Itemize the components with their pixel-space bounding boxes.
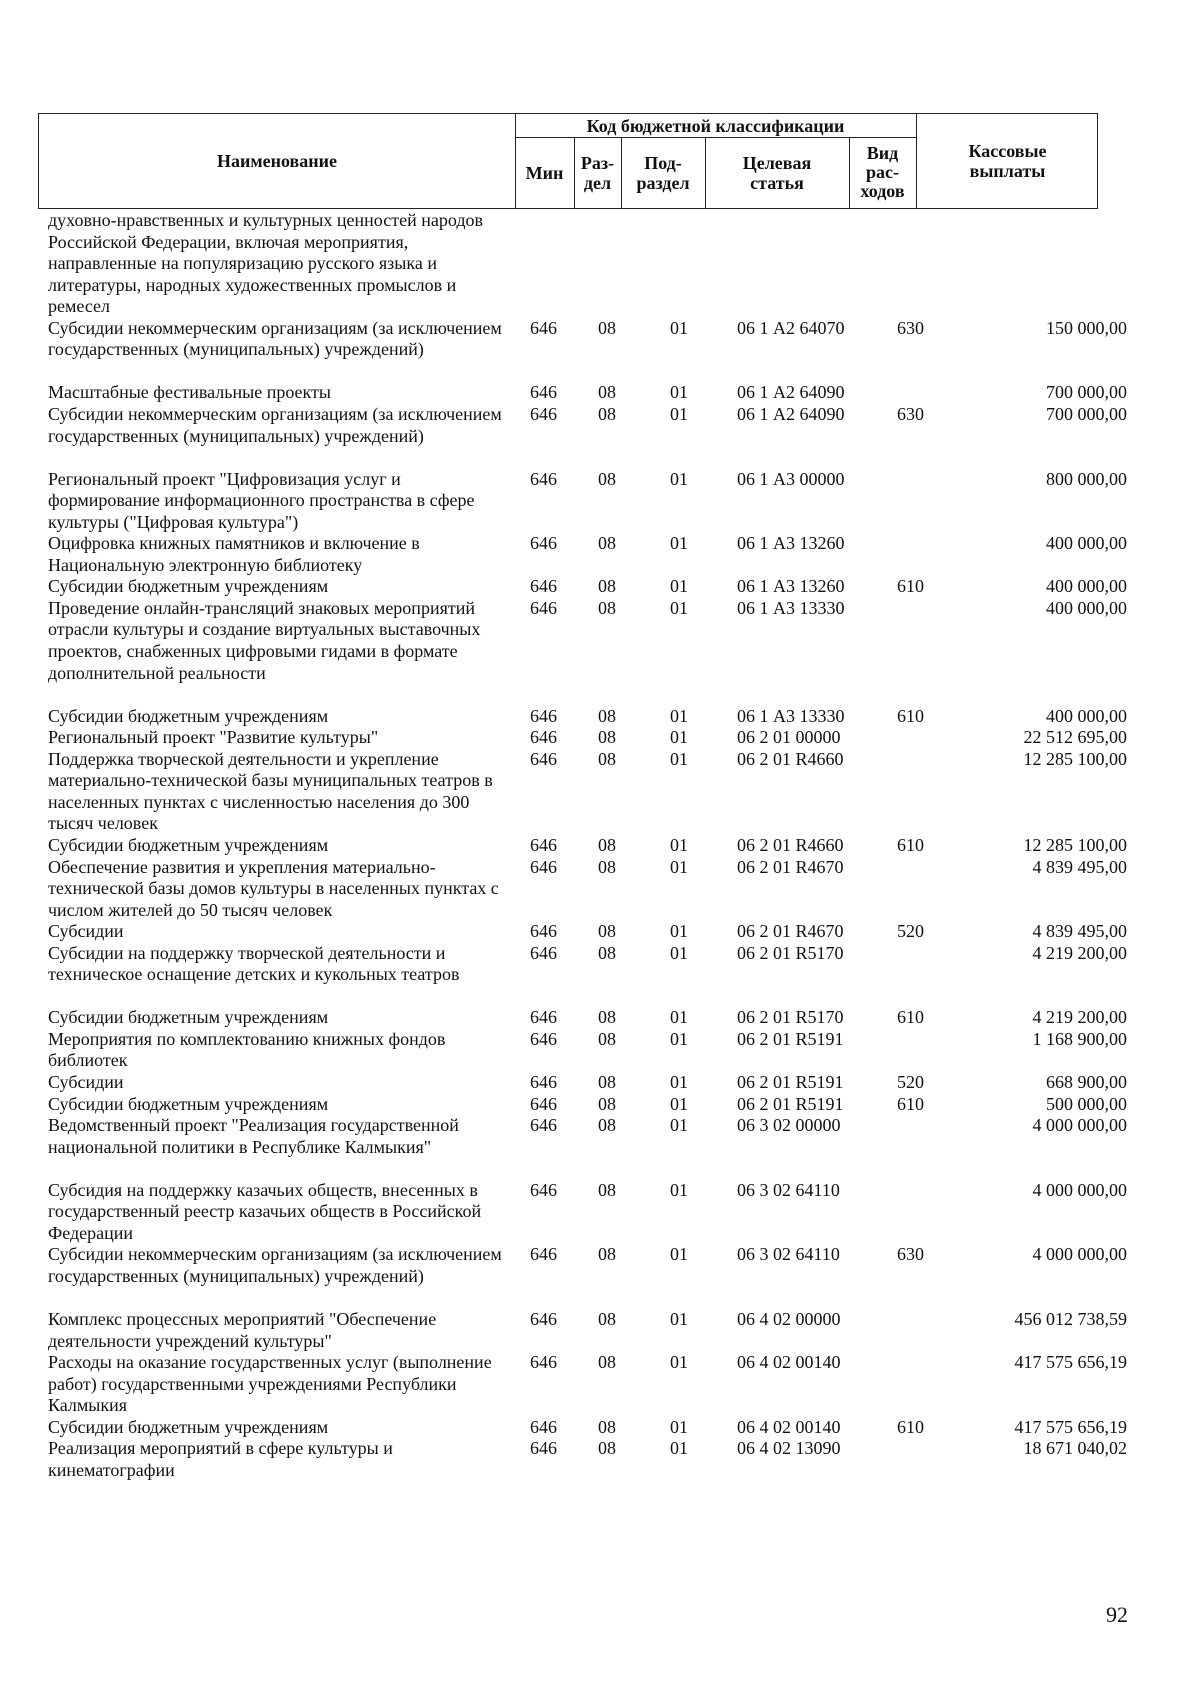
row-celevaya: 06 2 01 R5170 bbox=[737, 942, 844, 963]
row-podrazdel: 01 bbox=[670, 835, 688, 855]
row-podrazdel: 01 bbox=[670, 382, 688, 403]
row-min: 646 bbox=[530, 382, 557, 403]
row-podrazdel: 01 bbox=[670, 576, 688, 597]
row-razdel: 08 bbox=[598, 835, 616, 855]
row-podrazdel: 01 bbox=[670, 856, 688, 877]
row-amount: 456 012 738,59 bbox=[1014, 1309, 1127, 1329]
row-celevaya: 06 1 А3 13330 bbox=[737, 597, 845, 618]
row-razdel: 08 bbox=[598, 748, 616, 769]
row-min: 646 bbox=[530, 533, 557, 554]
row-celevaya: 06 2 01 00000 bbox=[737, 727, 841, 748]
row-amount: 12 285 100,00 bbox=[1023, 835, 1127, 855]
row-name: Субсидии некоммерческим организациям (за исключением государственных (муниципальных) учреждений) bbox=[48, 317, 502, 360]
row-razdel: 08 bbox=[598, 1007, 616, 1028]
row-amount: 1 168 900,00 bbox=[1032, 1028, 1127, 1049]
row-min: 646 bbox=[530, 1115, 557, 1136]
row-vid: 630 bbox=[897, 1244, 924, 1265]
row-amount: 700 000,00 bbox=[1046, 404, 1127, 424]
col-header-vid: Вид рас- ходов bbox=[860, 143, 905, 201]
row-min: 646 bbox=[530, 727, 557, 748]
row-name: Региональный проект "Цифровизация услуг и формирование информационного пространства в сфере культуры ("Цифровая культура") bbox=[48, 468, 475, 532]
row-podrazdel: 01 bbox=[670, 468, 688, 489]
row-vid: 610 bbox=[897, 705, 924, 726]
row-razdel: 08 bbox=[598, 1072, 616, 1092]
col-header-kassovye: Кассовые выплаты bbox=[968, 140, 1047, 181]
row-vid: 630 bbox=[897, 404, 924, 424]
row-celevaya: 06 2 01 R4670 bbox=[737, 921, 844, 942]
row-min: 646 bbox=[530, 1244, 557, 1265]
row-celevaya: 06 4 02 00000 bbox=[737, 1309, 841, 1329]
table-header bbox=[38, 113, 1098, 209]
row-razdel: 08 bbox=[598, 727, 616, 748]
row-name: Субсидии бюджетным учреждениям bbox=[48, 705, 329, 726]
row-name: Субсидии на поддержку творческой деятельности и техническое оснащение детских и кукольных театров bbox=[48, 942, 460, 985]
row-name: Ведомственный проект "Реализация государственной национальной политики в Республике Калмыкия" bbox=[48, 1115, 459, 1157]
row-celevaya: 06 2 01 R4670 bbox=[737, 856, 844, 877]
row-podrazdel: 01 bbox=[670, 404, 688, 424]
row-razdel: 08 bbox=[598, 1416, 616, 1437]
row-amount: 417 575 656,19 bbox=[1014, 1352, 1127, 1373]
row-min: 646 bbox=[530, 1007, 557, 1028]
row-podrazdel: 01 bbox=[670, 705, 688, 726]
row-celevaya: 06 2 01 R4660 bbox=[737, 835, 844, 855]
row-name: Масштабные фестивальные проекты bbox=[48, 382, 332, 403]
row-min: 646 bbox=[530, 1093, 557, 1114]
row-min: 646 bbox=[530, 942, 557, 963]
row-name: Субсидии bbox=[48, 921, 124, 942]
col-header-min: Мин bbox=[525, 162, 564, 183]
row-min: 646 bbox=[530, 921, 557, 942]
row-min: 646 bbox=[530, 404, 557, 424]
row-min: 646 bbox=[530, 856, 557, 877]
row-podrazdel: 01 bbox=[670, 1115, 688, 1136]
row-razdel: 08 bbox=[598, 1309, 616, 1329]
row-amount: 4 000 000,00 bbox=[1032, 1179, 1127, 1200]
row-podrazdel: 01 bbox=[670, 1093, 688, 1114]
row-razdel: 08 bbox=[598, 1115, 616, 1136]
row-celevaya: 06 4 02 00140 bbox=[737, 1352, 841, 1373]
row-name: Комплекс процессных мероприятий "Обеспечение деятельности учреждений культуры" bbox=[48, 1309, 437, 1351]
row-name: Оцифровка книжных памятников и включение в Национальную электронную библиотеку bbox=[48, 533, 420, 575]
row-celevaya: 06 2 01 R4660 bbox=[737, 748, 844, 769]
row-podrazdel: 01 bbox=[670, 317, 688, 338]
row-min: 646 bbox=[530, 1352, 557, 1373]
row-name: Субсидии бюджетным учреждениям bbox=[48, 1416, 329, 1437]
row-name: Субсидия на поддержку казачьих обществ, внесенных в государственный реестр казачьих обществ в Российской Федерации bbox=[48, 1179, 482, 1243]
row-razdel: 08 bbox=[598, 1179, 616, 1200]
row-razdel: 08 bbox=[598, 856, 616, 877]
row-celevaya: 06 3 02 64110 bbox=[737, 1244, 840, 1265]
row-celevaya: 06 2 01 R5191 bbox=[737, 1093, 844, 1114]
row-podrazdel: 01 bbox=[670, 1438, 688, 1459]
row-min: 646 bbox=[530, 1416, 557, 1437]
row-celevaya: 06 1 А3 13260 bbox=[737, 576, 845, 597]
row-podrazdel: 01 bbox=[670, 748, 688, 769]
row-podrazdel: 01 bbox=[670, 921, 688, 942]
row-min: 646 bbox=[530, 1438, 557, 1459]
row-name: Проведение онлайн-трансляций знаковых мероприятий отрасли культуры и создание виртуальных выставочных проектов, снабженных цифровыми гидами в формате дополнительной реальности bbox=[48, 597, 481, 683]
row-razdel: 08 bbox=[598, 468, 616, 489]
row-name: Обеспечение развития и укрепления материально-технической базы домов культуры в населенных пунктах с числом жителей до 50 тысяч человек bbox=[48, 856, 499, 920]
row-razdel: 08 bbox=[598, 576, 616, 597]
row-podrazdel: 01 bbox=[670, 942, 688, 963]
row-amount: 4 219 200,00 bbox=[1032, 1007, 1127, 1028]
row-podrazdel: 01 bbox=[670, 1244, 688, 1265]
row-celevaya: 06 1 А2 64090 bbox=[737, 382, 845, 403]
row-min: 646 bbox=[530, 835, 557, 855]
row-min: 646 bbox=[530, 705, 557, 726]
row-name: Мероприятия по комплектованию книжных фондов библиотек bbox=[48, 1028, 446, 1071]
row-amount: 4 839 495,00 bbox=[1032, 921, 1127, 942]
page-number: 92 bbox=[1106, 1602, 1128, 1627]
row-name: Субсидии бюджетным учреждениям bbox=[48, 835, 329, 855]
row-podrazdel: 01 bbox=[670, 1309, 688, 1329]
row-min: 646 bbox=[530, 1028, 557, 1049]
row-amount: 4 219 200,00 bbox=[1032, 942, 1127, 963]
row-podrazdel: 01 bbox=[670, 1007, 688, 1028]
row-name: Реализация мероприятий в сфере культуры и кинематографии bbox=[48, 1438, 393, 1480]
row-podrazdel: 01 bbox=[670, 1028, 688, 1049]
row-razdel: 08 bbox=[598, 404, 616, 424]
row-podrazdel: 01 bbox=[670, 1416, 688, 1437]
row-razdel: 08 bbox=[598, 1093, 616, 1114]
row-name: Субсидии бюджетным учреждениям bbox=[48, 1007, 329, 1028]
row-min: 646 bbox=[530, 1072, 557, 1092]
row-amount: 800 000,00 bbox=[1046, 468, 1127, 489]
row-name: Субсидии бюджетным учреждениям bbox=[48, 576, 329, 597]
row-amount: 417 575 656,19 bbox=[1014, 1416, 1127, 1437]
row-razdel: 08 bbox=[598, 597, 616, 618]
row-min: 646 bbox=[530, 576, 557, 597]
row-razdel: 08 bbox=[598, 921, 616, 942]
row-min: 646 bbox=[530, 468, 557, 489]
row-name: Субсидии bbox=[48, 1072, 124, 1092]
row-razdel: 08 bbox=[598, 1028, 616, 1049]
row-podrazdel: 01 bbox=[670, 597, 688, 618]
row-amount: 18 671 040,02 bbox=[1023, 1438, 1127, 1459]
row-vid: 610 bbox=[897, 1093, 924, 1114]
row-amount: 4 000 000,00 bbox=[1032, 1115, 1127, 1136]
row-razdel: 08 bbox=[598, 317, 616, 338]
row-podrazdel: 01 bbox=[670, 727, 688, 748]
row-amount: 12 285 100,00 bbox=[1023, 748, 1127, 769]
row-celevaya: 06 2 01 R5170 bbox=[737, 1007, 844, 1028]
row-razdel: 08 bbox=[598, 382, 616, 403]
row-celevaya: 06 2 01 R5191 bbox=[737, 1072, 844, 1092]
row-amount: 700 000,00 bbox=[1046, 382, 1127, 403]
row-celevaya: 06 4 02 13090 bbox=[737, 1438, 841, 1459]
row-amount: 4 000 000,00 bbox=[1032, 1244, 1127, 1265]
col-header-code-group: Код бюджетной классификации bbox=[586, 116, 845, 136]
col-header-razdel: Раз- дел bbox=[580, 152, 615, 193]
row-razdel: 08 bbox=[598, 533, 616, 554]
row-vid: 610 bbox=[897, 1007, 924, 1028]
row-vid: 630 bbox=[897, 317, 924, 338]
row-celevaya: 06 1 А2 64070 bbox=[737, 317, 845, 338]
row-amount: 22 512 695,00 bbox=[1023, 727, 1127, 748]
row-celevaya: 06 4 02 00140 bbox=[737, 1416, 841, 1437]
row-min: 646 bbox=[530, 1309, 557, 1329]
row-razdel: 08 bbox=[598, 705, 616, 726]
row-min: 646 bbox=[530, 1179, 557, 1200]
row-celevaya: 06 1 А2 64090 bbox=[737, 404, 845, 424]
row-celevaya: 06 1 А3 13330 bbox=[737, 705, 845, 726]
row-amount: 400 000,00 bbox=[1046, 576, 1127, 597]
row-vid: 520 bbox=[897, 921, 924, 942]
row-name: Субсидии некоммерческим организациям (за исключением государственных (муниципальных) учреждений) bbox=[48, 1244, 502, 1286]
row-podrazdel: 01 bbox=[670, 1179, 688, 1200]
row-amount: 400 000,00 bbox=[1046, 597, 1127, 618]
row-amount: 400 000,00 bbox=[1046, 705, 1127, 726]
row-name: духовно-нравственных и культурных ценностей народов Российской Федерации, включая мероприятия, направленные на популяризацию русского языка и литературы, народных художественных промыслов и ремесел bbox=[48, 210, 483, 317]
row-min: 646 bbox=[530, 597, 557, 618]
row-min: 646 bbox=[530, 317, 557, 338]
row-amount: 400 000,00 bbox=[1046, 533, 1127, 554]
row-celevaya: 06 3 02 64110 bbox=[737, 1179, 840, 1200]
row-podrazdel: 01 bbox=[670, 1072, 688, 1092]
col-header-podrazdel: Под- раздел bbox=[636, 152, 690, 193]
row-podrazdel: 01 bbox=[670, 1352, 688, 1373]
row-razdel: 08 bbox=[598, 1352, 616, 1373]
col-header-name: Наименование bbox=[217, 150, 337, 171]
row-name: Субсидии некоммерческим организациям (за исключением государственных (муниципальных) учреждений) bbox=[48, 404, 502, 446]
row-celevaya: 06 3 02 00000 bbox=[737, 1115, 841, 1136]
row-name: Поддержка творческой деятельности и укрепление материально-технической базы муниципальных театров в населенных пунктах с численностью населения до 300 тысяч человек bbox=[48, 748, 493, 834]
row-celevaya: 06 1 А3 00000 bbox=[737, 468, 845, 489]
row-amount: 668 900,00 bbox=[1046, 1072, 1127, 1092]
row-podrazdel: 01 bbox=[670, 533, 688, 554]
row-name: Субсидии бюджетным учреждениям bbox=[48, 1093, 329, 1114]
row-razdel: 08 bbox=[598, 1244, 616, 1265]
row-min: 646 bbox=[530, 748, 557, 769]
row-razdel: 08 bbox=[598, 942, 616, 963]
row-vid: 610 bbox=[897, 835, 924, 855]
row-name: Региональный проект "Развитие культуры" bbox=[48, 727, 379, 748]
row-amount: 500 000,00 bbox=[1046, 1093, 1127, 1114]
row-amount: 4 839 495,00 bbox=[1032, 856, 1127, 877]
row-vid: 610 bbox=[897, 1416, 924, 1437]
row-razdel: 08 bbox=[598, 1438, 616, 1459]
row-celevaya: 06 1 А3 13260 bbox=[737, 533, 845, 554]
row-celevaya: 06 2 01 R5191 bbox=[737, 1028, 844, 1049]
col-header-celevaya: Целевая статья bbox=[742, 152, 812, 193]
row-vid: 610 bbox=[897, 576, 924, 597]
row-amount: 150 000,00 bbox=[1046, 317, 1127, 338]
row-vid: 520 bbox=[897, 1072, 924, 1092]
row-name: Расходы на оказание государственных услуг (выполнение работ) государственными учреждениями Республики Калмыкия bbox=[48, 1352, 492, 1416]
